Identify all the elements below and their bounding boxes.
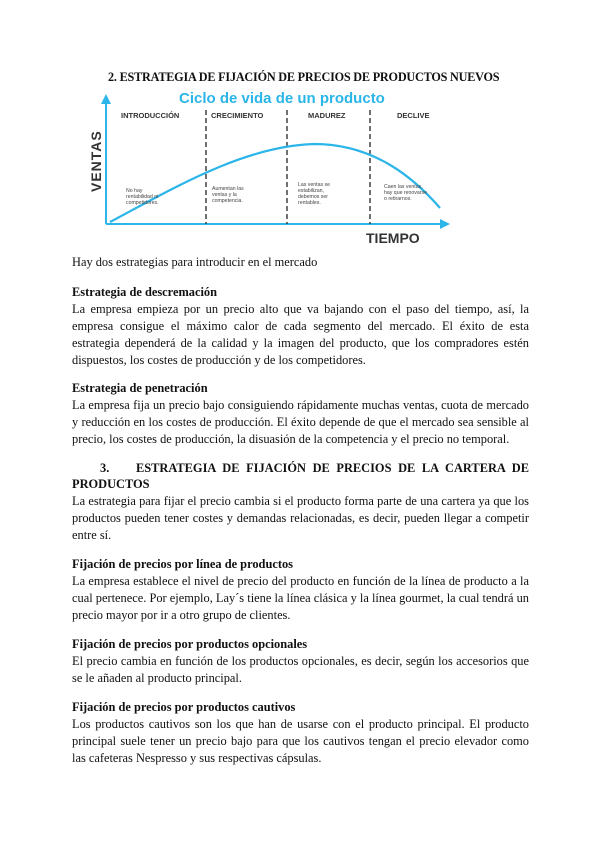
cautivos-title: Fijación de precios por productos cautivos — [72, 700, 296, 714]
linea-body: La empresa establece el nivel de precio del producto en función de la línea de producto a la cual pertenece. Por ejemplo, Lay´s tiene la línea clásica y la línea gourmet, la cual tendrá un precio mayor por ir a otro grupo de clientes. — [72, 574, 529, 622]
stage-label: MADUREZ — [308, 111, 346, 120]
life-cycle-curve — [110, 144, 440, 222]
descremacion-title: Estrategia de descremación — [72, 285, 217, 299]
product-life-cycle-chart — [84, 88, 454, 250]
x-axis-arrow — [440, 219, 450, 229]
penetracion-body: La empresa fija un precio bajo consiguiendo rápidamente muchas ventas, cuota de mercado y reducción en los costes de producción. El éxito depende de que el mercado sea sensible al precio, los costes de producción, la disuasión de la competencia y el precio no temporal. — [72, 398, 529, 446]
y-axis-arrow — [101, 94, 111, 104]
linea-title: Fijación de precios por línea de productos — [72, 557, 293, 571]
section-3-number: 3. — [100, 461, 110, 475]
section-3-body: La estrategia para fijar el precio cambia si el producto forma parte de una cartera ya que los productos pueden tener costes y demandas relacionadas, es decir, pueden llegar a competir entre sí. — [72, 494, 529, 542]
opcionales-title: Fijación de precios por productos opcionales — [72, 637, 308, 651]
y-axis-label: VENTAS — [88, 130, 104, 192]
stage-label: CRECIMIENTO — [211, 111, 264, 120]
section-3-heading — [72, 460, 529, 492]
penetracion-title: Estrategia de penetración — [72, 381, 208, 395]
cautivos-body: Los productos cautivos son los que han de usarse con el producto principal. El producto principal suele tener un precio bajo para que los cautivos tengan el precio elevador como las cafeteras Nespresso y sus respectivas cápsulas. — [72, 717, 529, 765]
stage-annotation: No hay rentabilidad ni competidores. — [126, 188, 159, 206]
stage-annotation: Las ventas se estabilizan, debemos ser rentables. — [298, 182, 331, 206]
intro-text: Hay dos estrategias para introducir en el mercado — [72, 255, 318, 269]
stage-annotation: Aumentan las ventas y la competencia. — [212, 186, 244, 204]
descremacion-body: La empresa empieza por un precio alto que va bajando con el paso del tiempo, así, la empresa consigue el máximo calor de cada segmento del mercado. El éxito de esta estrategia dependerá de la calidad y la imagen del producto, que los compradores estén dispuestos, los costes de producción y de los competidores. — [72, 302, 529, 367]
section-3-title: ESTRATEGIA DE FIJACIÓN DE PRECIOS DE LA CARTERA DE PRODUCTOS — [72, 461, 529, 491]
x-axis-label: TIEMPO — [366, 230, 420, 246]
stage-label: DECLIVE — [397, 111, 430, 120]
stage-annotation: Caen las ventas, hay que renovarse o retirarnos. — [384, 184, 427, 202]
chart-title: Ciclo de vida de un producto — [179, 90, 385, 107]
section-2-heading: 2. ESTRATEGIA DE FIJACIÓN DE PRECIOS DE PRODUCTOS NUEVOS — [108, 70, 500, 84]
opcionales-body: El precio cambia en función de los productos opcionales, es decir, según los accesorios que se le añaden al producto principal. — [72, 654, 529, 685]
stage-label: INTRODUCCIÓN — [121, 111, 180, 120]
